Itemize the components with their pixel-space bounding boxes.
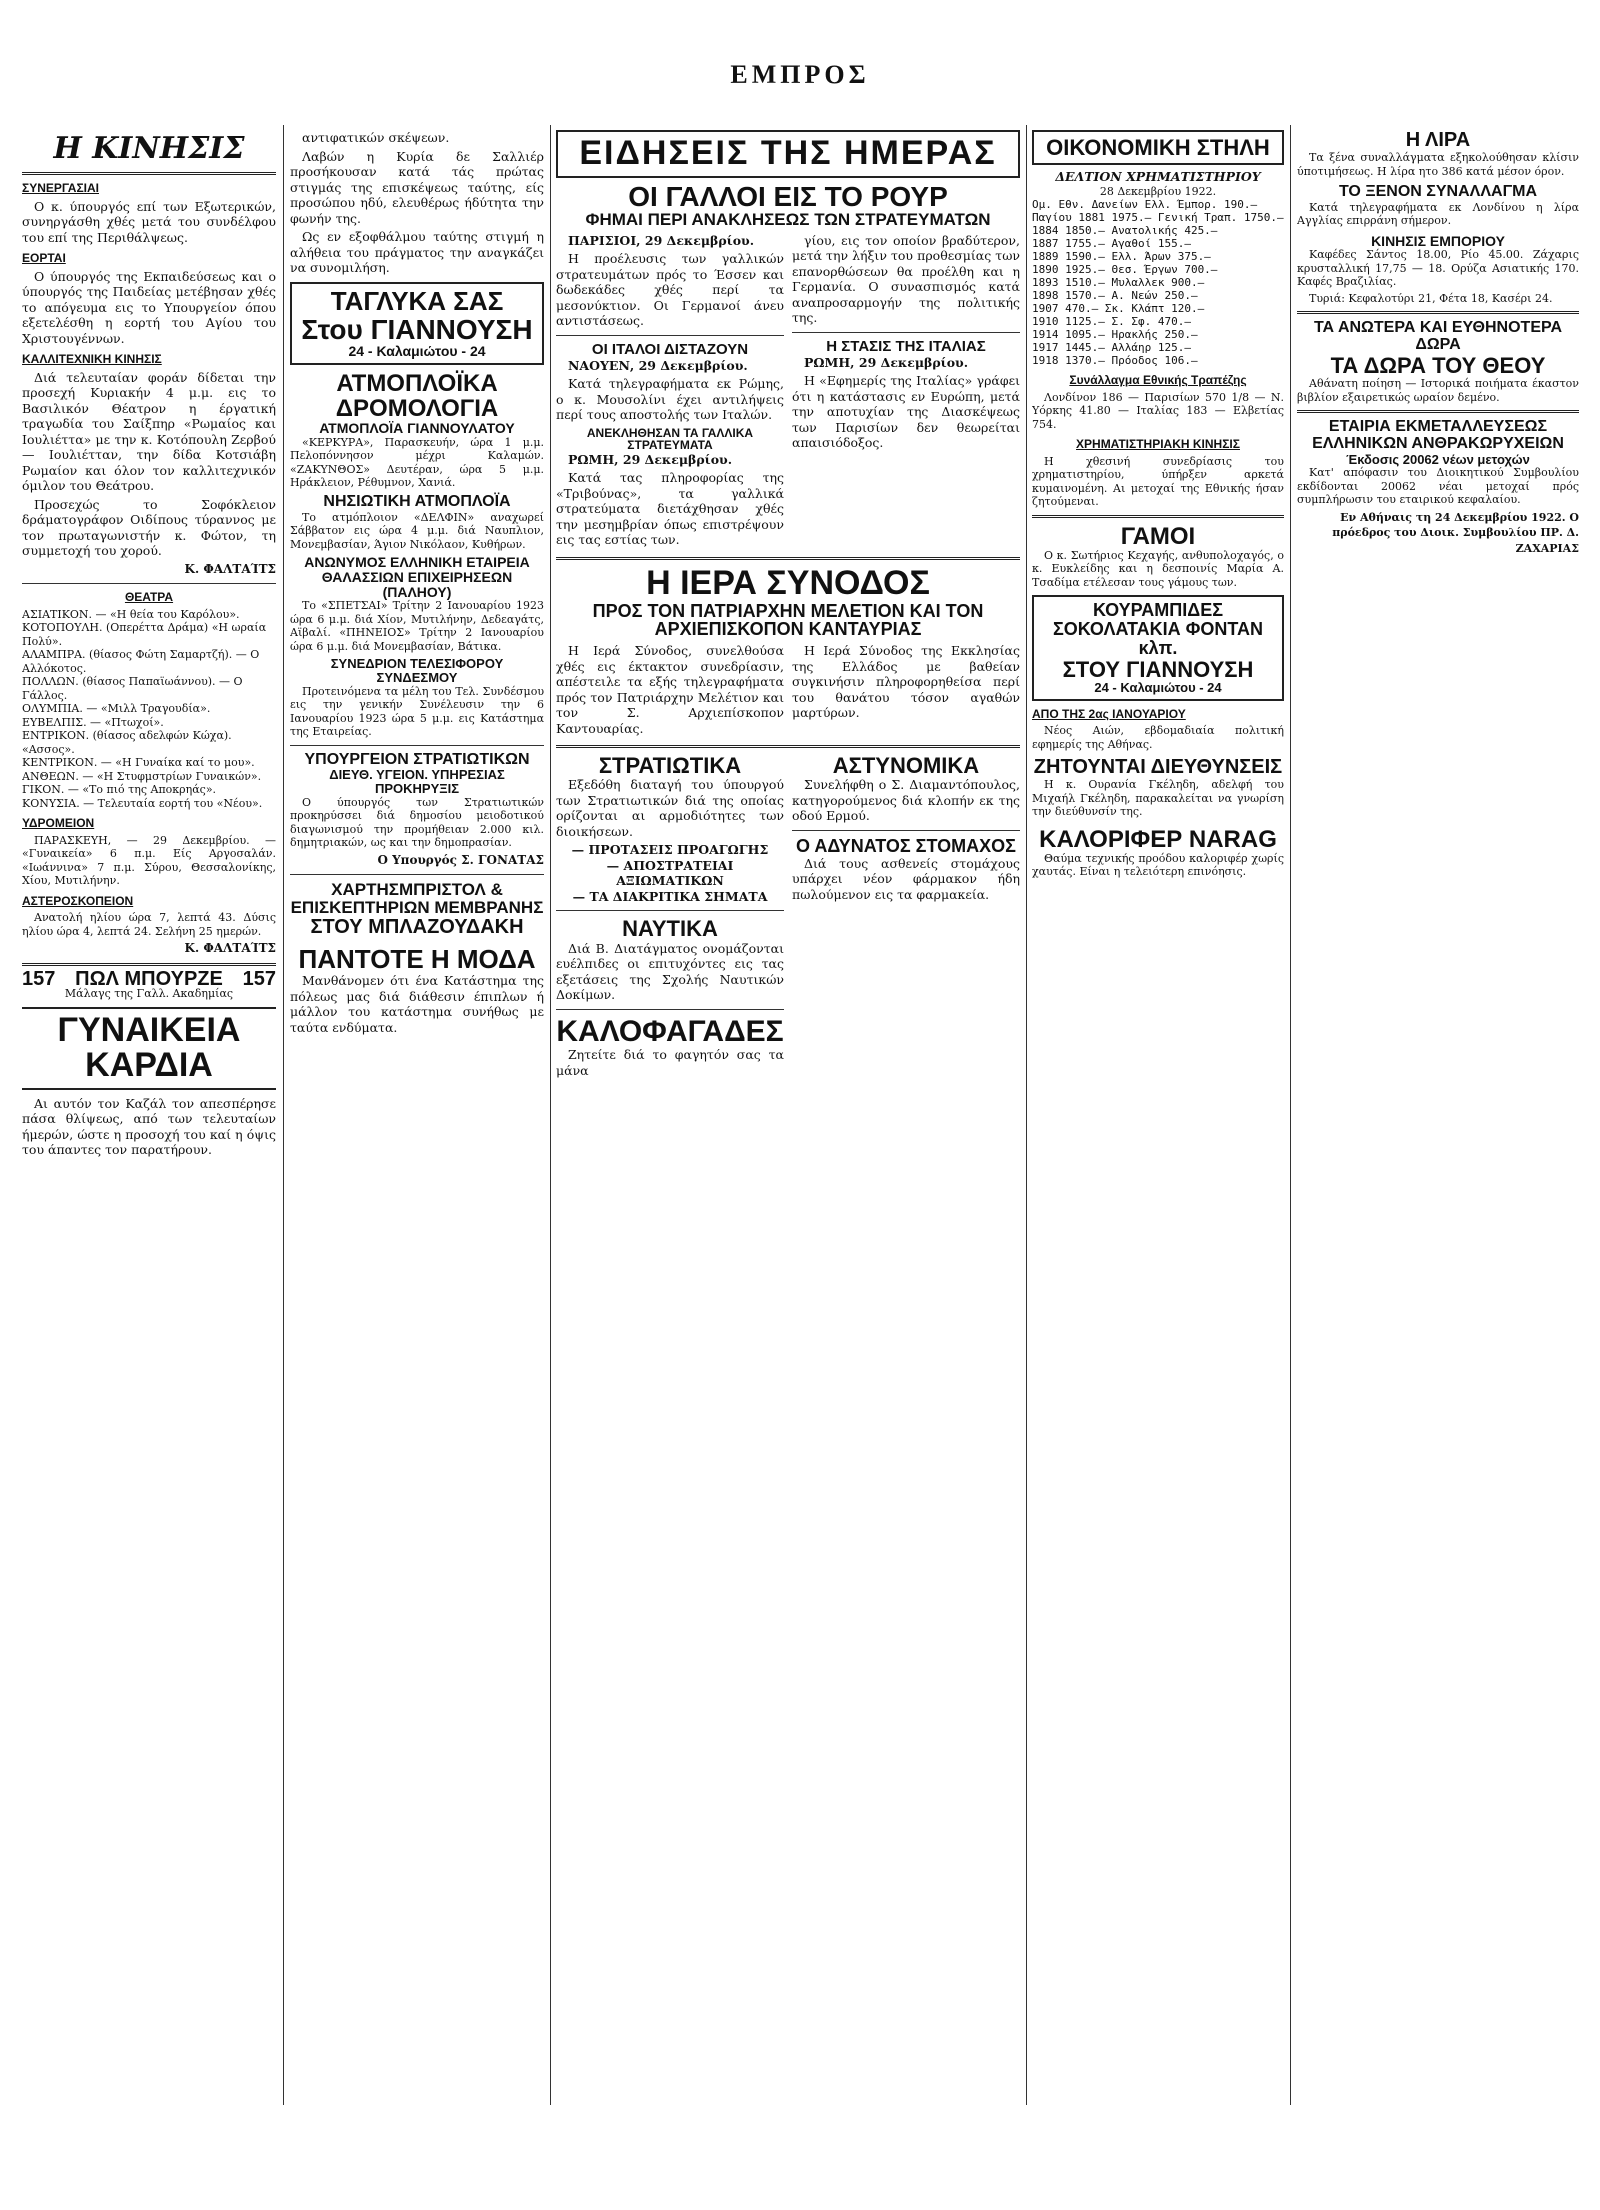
article-text: Η Ιερά Σύνοδος της Εκκλησίας της Ελλάδος με βαθείαν συγκινήσιν πληροφορηθείσα περί του θανάτου τόσον αγαθών μαρτύρων. bbox=[792, 643, 1020, 721]
serial-author: ΠΩΛ ΜΠΟΥΡΖΕ bbox=[75, 967, 223, 990]
column-ads bbox=[290, 130, 544, 2120]
theatre-item: ΑΣΙΑΤΙΚΟΝ. — «Η θεία του Καρόλου». bbox=[22, 607, 240, 621]
kinisis-title: Η ΚΙΝΗΣΙΣ bbox=[53, 131, 245, 166]
synod-title: Η ΙΕΡΑ ΣΥΝΟΔΟΣ bbox=[646, 563, 930, 602]
gifts-title: ΤΑ ΑΝΩΤΕΡΑ ΚΑΙ ΕΥΘΗΝΟΤΕΡΑ ΔΩΡΑ bbox=[1313, 319, 1563, 354]
column-economy bbox=[1032, 130, 1284, 2120]
article-text: Ανατολή ηλίου ώρα 7, λεπτά 43. Δύσις ηλίου ώρα 4, λεπτά 24. Σελήνη 25 ημερών. bbox=[22, 911, 276, 938]
serial-number: 157 bbox=[22, 967, 56, 990]
article-text: Προσεχώς το Σοφόκλειον δράματογράφον Οιδίπους τύραννος με τον πρωταγωνιστήν κ. Φώτον, τη συμμετοχή του χορού. bbox=[22, 496, 276, 558]
theatre-item: ΑΛΑΜΠΡΑ. (θίασος Φώτη Σαμαρτζή). — Ο Αλλόκοτος. bbox=[22, 648, 260, 675]
article-text: Λαβών η Κυρία δε Σαλλιέρ προσήκουσαν κατά τάς πρώτας στιγμάς της επισκέψεως ταύτης, είς προσώπου ηδύ, ελευθέρως ήδύτητα την φωνήν της. bbox=[290, 148, 544, 226]
section-heading: ΣΥΝΕΡΓΑΣΙΑΙ bbox=[22, 181, 99, 195]
ad-taglu bbox=[290, 282, 544, 365]
article-text: Ο κ. ύπουργός επί των Εξωτερικών, συνηργάσθη χθές μετά του συνδέλφου του επί της Περιθάλψεως. bbox=[22, 198, 276, 245]
article-text: ΠΑΡΑΣΚΕΥΗ, — 29 Δεκεμβρίου. — «Γυναικεία» 6 π.μ. Είς Αργοσαλάν. «Ιωάννινα» 7 π.μ. Σύρου, Θεσσαλονίκης, Χίου, Μυτιλήνην. bbox=[22, 833, 276, 887]
theatre-item: ΚΟΝΥΣΙΑ. — Τελευταία εορτή του «Νέου». bbox=[22, 796, 263, 810]
military-news-title: ΣΤΡΑΤΙΩΤΙΚΑ bbox=[598, 753, 742, 779]
article-text: Τυριά: Κεφαλοτύρι 21, Φέτα 18, Κασέρι 24. bbox=[1309, 291, 1553, 305]
article-text: Η κ. Ουρανία Γκέληδη, αδελφή του Μιχαήλ Γκέληδη, παρακαλείται να γνωρίση την διεύθυνσίν της. bbox=[1032, 778, 1284, 819]
article-text: Θαύμα τεχνικής προόδου καλοριφέρ χωρίς χαυτάς. Είναι η τελειότερη επινόησις. bbox=[1032, 851, 1284, 879]
economy-title: ΟΙΚΟΝΟΜΙΚΗ ΣΤΗΛΗ bbox=[1046, 135, 1270, 160]
table-row: 1890 1925.— Θεσ. Έργων 700.— bbox=[1032, 263, 1218, 277]
column-rule bbox=[1026, 125, 1027, 2105]
article-text: Κατά τας πληροφορίας της «Τριβούνας», τα γαλλικά στρατεύματα διετάχθησαν χθές την μεσημβρίαν όπως επιστρέψουν εις τας εστίας των. bbox=[556, 470, 784, 548]
theatres-heading: ΘΕΑΤΡΑ bbox=[124, 590, 174, 604]
article-text: Τα ξένα συναλλάγματα εξηκολούθησαν κλίσιν ύποτιμήσεως. Η λίρα ητο 386 κατά μέσον όρον. bbox=[1297, 151, 1579, 178]
article-text: Νέος Αιών, εβδομαδιαία πολιτική εφημερίς της Αθήνας. bbox=[1032, 724, 1284, 751]
dateline: ΠΑΡΙΣΙΟΙ, 29 Δεκεμβρίου. bbox=[568, 232, 755, 248]
article-text: Διά τελευταίαν φοράν δίδεται την προσεχή Κυριακήν 4 μ.μ. εις το Βασιλικόν Θέατρον η έργατική τραγωδία του Σαίξπηρ «Ρωμαίος και Ιουλιέττα» με την κ. Κοτόπουλη Ζερβού — Ιουλιέτταν, την δίδα Κοτσιάβη Ρωμαίον και όλον τον καλλιτεχνικόν όμιλον του Θεάτρου. bbox=[22, 369, 276, 493]
serial-header bbox=[22, 967, 276, 990]
article-text: αντιφατικών σκέψεων. bbox=[302, 130, 450, 145]
article-text: γίου, εις τον οποίον βραδύτερον, μετά την λήξιν του προθεσμίας των επανορθώσεων θα προέλθη και η Γερμανία. Ο συνασπισμός κατά αναπροσαρμογήν της πολιτικής της. bbox=[792, 232, 1020, 326]
signature: Εν Αθήναις τη 24 Δεκεμβρίου 1922. Ο πρόεδρος του Διοικ. Συμβουλίου ΠΡ. Δ. ΖΑΧΑΡΙΑΣ bbox=[1332, 510, 1579, 555]
table-row: 1918 1370.— Πρόοδος 106.— bbox=[1032, 354, 1198, 368]
ministry-subtitle: ΔΙΕΥΘ. ΥΓΕΙΟΝ. ΥΠΗΡΕΣΙΑΣ ΠΡΟΚΗΡΥΞΙΣ bbox=[329, 767, 505, 797]
article-text: Ο ύπουργός της Εκπαιδεύσεως και ο ύπουργός της Παιδείας μετέβησαν χθές το απόγευμα εις το Υπουργείον όπου εξετελέσθη η εορτή του Αγίου του Χριστουγέννων. bbox=[22, 268, 276, 346]
table-row: 1893 1510.— Μυλαλλεκ 900.— bbox=[1032, 276, 1205, 290]
serial-number: 157 bbox=[242, 967, 276, 990]
ad-title: ΚΟΥΡΑΜΠΙΔΕΣ ΣΟΚΟΛΑΤΑΚΙΑ ΦΟΝΤΑΝ κλπ. bbox=[1052, 600, 1264, 659]
article-text: Ζητείτε διά το φαγητόν σας τα μάνα bbox=[556, 1047, 784, 1078]
article-text: Ο ύπουργός των Στρατιωτικών προκηρύσσει διά δημοσίου μειοδοτικού διαγωνισμού την προμήθειαν 2.000 κιλ. δημητριακών, ως και την δημοπρασίαν. bbox=[290, 795, 544, 850]
exchange-bulletin-title: ΔΕΛΤΙΟΝ ΧΡΗΜΑΤΙΣΤΗΡΙΟΥ bbox=[1055, 169, 1261, 185]
wedding-title: ΓΑΜΟΙ bbox=[1120, 522, 1196, 550]
signature: Κ. ΦΑΛΤΑΊΤΣ bbox=[184, 561, 276, 576]
police-title: ΑΣΤΥΝΟΜΙΚΑ bbox=[832, 753, 980, 779]
shipping-title: ΑΤΜΟΠΛΟΪΚΑ ΔΡΟΜΟΛΟΓΙΑ bbox=[335, 369, 499, 423]
article-text: Προτεινόμενα τα μέλη του Τελ. Συνδέσμου εις την γενικήν Συνέλευσιν την 6 Ιανουαρίου 1923 ώρα 5 μ.μ. εις Κατάστημα της Εταιρείας. bbox=[290, 684, 544, 739]
article-text: Διά Β. Διατάγματος ονομάζονται ευέλπιδες οι επιτυχόντες εις τας εξετάσεις της Σχολής Ναυτικών Δοκίμων. bbox=[556, 940, 784, 1003]
dateline: ΝΑΟΥΕΝ, 29 Δεκεμβρίου. bbox=[568, 357, 748, 373]
table-row: 1889 1590.— Ελλ. Άρων 375.— bbox=[1032, 250, 1211, 264]
ad-title: ΤΑΓΛΥΚΑ ΣΑΣ bbox=[330, 285, 504, 316]
ad-chocolates bbox=[1032, 595, 1284, 700]
article-text: Η προέλευσις των γαλλικών στρατευμάτων πρός το Έσσεν και δωδεκάδες χθές περί τα μεσονύκτιον. Οι Γερμανοί άνευ αντιστάσεως. bbox=[556, 251, 784, 329]
coal-company-title: ΕΤΑΙΡΙΑ ΕΚΜΕΤΑΛΛΕΥΣΕΩΣ ΕΛΛΗΝΙΚΩΝ ΑΝΘΡΑΚΩΡΥΧΕΙΩΝ bbox=[1312, 418, 1564, 452]
table-row: Παγίου 1881 1975.— Γενική Τραπ. 1750.— bbox=[1032, 211, 1284, 225]
company-title: ΑΝΩΝΥΜΟΣ ΕΛΛΗΝΙΚΗ ΕΤΑΙΡΕΙΑ ΘΑΛΑΣΣΙΩΝ ΕΠΙΧΕΙΡΗΣΕΩΝ (ΠΑΛΗΟΥ) bbox=[304, 554, 530, 600]
column-rule bbox=[1290, 125, 1291, 2105]
economy-banner-box bbox=[1032, 130, 1284, 165]
foreign-exchange-title: ΤΟ ΞΕΝΟΝ ΣΥΝΑΛΛΑΓΜΑ bbox=[1338, 183, 1538, 200]
ad-address: 24 - Καλαμιώτου - 24 bbox=[1094, 680, 1222, 696]
article-text: Το «ΣΠΕΤΣΑΙ» Τρίτην 2 Ιανουαρίου 1923 ώρα 6 μ.μ. διά Χίον, Μυτιλήνην, Δεδεαγάτς, Αϊβαλί. «ΠΗΝΕΙΟΣ» Τρίτην 2 Ιανουαρίου ώρα 6 μ.μ. διά Μονεμβασίαν, Βάτικα. bbox=[290, 599, 544, 653]
section-heading: ΚΑΛΛΙΤΕΧΝΙΚΗ ΚΙΝΗΣΙΣ bbox=[22, 352, 162, 366]
naval-title: ΝΑΥΤΙΚΑ bbox=[622, 916, 718, 942]
article-text: Αθάνατη ποίηση — Ιστορικά ποιήματα έκαστον βιβλίον εξαιρετικώς ωραίον δεμένο. bbox=[1297, 377, 1579, 404]
article-text: Η Ιερά Σύνοδος, συνελθούσα χθές εις έκτακτον συνεδρίασιν, απέστειλε τα εξής τηλεγραφήματα πρός τον Πατριάρχην Μελέτιον και τον Σ. Αρχιεπίσκοπον Καντουαρίας. bbox=[556, 643, 784, 736]
headline: ΑΝΕΚΛΗΘΗΣΑΝ ΤΑ ΓΑΛΛΙΚΑ ΣΤΡΑΤΕΥΜΑΤΑ bbox=[586, 425, 754, 453]
signature: Ο Υπουργός Σ. ΓΟΝΑΤΑΣ bbox=[377, 852, 544, 867]
theatres-list bbox=[22, 608, 276, 811]
article-text: Συνελήφθη ο Σ. Διαμαντόπουλος, κατηγορούμενος διά κλοπήν εκ της οδού Ερμού. bbox=[792, 777, 1020, 824]
theatre-item: ΕΝΤΡΙΚΟΝ. (θίασος αδελφών Κώχα). «Ασσος». bbox=[22, 729, 232, 756]
paper-ad-title: ΧΑΡΤΗΣΜΠΡΙΣΤΟΛ & ΕΠΙΣΚΕΠΤΗΡΙΩΝ ΜΕΜΒΡΑΝΗΣ bbox=[290, 880, 544, 917]
narag-title: ΚΑΛΟΡΙΦΕΡ NARAG bbox=[1039, 825, 1277, 853]
stomach-title: Ο ΑΔΥΝΑΤΟΣ ΣΤΟΜΑΧΟΣ bbox=[796, 835, 1016, 856]
ad-subtitle: Στου ΓΙΑΝΝΟΥΣΗ bbox=[301, 313, 533, 345]
column-finance-2 bbox=[1297, 130, 1579, 2120]
headline: ΟΙ ΙΤΑΛΟΙ ΔΙΣΤΑΖΟΥΝ bbox=[591, 340, 749, 358]
headline-sub: ΦΗΜΑΙ ΠΕΡΙ ΑΝΑΚΛΗΣΕΩΣ ΤΩΝ ΣΤΡΑΤΕΥΜΑΤΩΝ bbox=[585, 210, 991, 230]
section-heading: — ΑΠΟΣΤΡΑΤΕΙΑΙ ΑΞΙΩΜΑΤΙΚΩΝ bbox=[606, 857, 734, 889]
theatre-item: ΚΕΝΤΡΙΚΟΝ. — «Η Γυναίκα καί το μου». bbox=[22, 756, 255, 769]
serial-subtitle: Μάλαγς της Γαλλ. Ακαδημίας bbox=[64, 987, 234, 1000]
article-text: Κατά τηλεγραφήματα εκ Ρώμης, ο κ. Μουσολίνι έχει αντιλήψεις περί τους αποστολής των Ιταλών. bbox=[556, 376, 784, 423]
table-row: 1917 1445.— Αλλάηρ 125.— bbox=[1032, 341, 1191, 355]
table-row: 1898 1570.— Α. Νεών 250.— bbox=[1032, 289, 1198, 303]
ministry-title: ΥΠΟΥΡΓΕΙΟΝ ΣΤΡΑΤΙΩΤΙΚΩΝ bbox=[304, 750, 530, 768]
section-heading: ΧΡΗΜΑΤΙΣΤΗΡΙΑΚΗ ΚΙΝΗΣΙΣ bbox=[1076, 437, 1240, 452]
table-row: 1887 1755.— Αγαθοί 155.— bbox=[1032, 237, 1191, 251]
ad-address: 24 - Καλαμιώτου - 24 bbox=[348, 343, 486, 360]
column-rule bbox=[550, 125, 551, 2105]
serial-text: Αι αυτόν τον Καζάλ τον απεσπέρησε πάσα θλίψεως, από των τελευταίων ήμερών, ώστε η προσοχή του καί η όψις του άπαντες τον παρατήρουν. bbox=[22, 1095, 276, 1158]
shipping-subtitle: ΑΤΜΟΠΛΟΪΑ ΓΙΑΝΝΟΥΛΑΤΟΥ bbox=[319, 420, 515, 437]
table-row: 1910 1125.— Σ. Σφ. 470.— bbox=[1032, 315, 1191, 329]
addresses-title: ΖΗΤΟΥΝΤΑΙ ΔΙΕΥΘΥΝΣΕΙΣ bbox=[1033, 756, 1283, 779]
news-subcolumns bbox=[556, 233, 1020, 551]
serial-title: ΓΥΝΑΙΚΕΙΑ ΚΑΡΔΙΑ bbox=[22, 1007, 276, 1090]
dateline: ΡΩΜΗ, 29 Δεκεμβρίου. bbox=[568, 451, 733, 467]
kalofagades-title: ΚΑΛΟΦΑΓΑΔΕΣ bbox=[556, 1014, 784, 1048]
article-text: Ως εν εξοφθάλμου ταύτης στιγμή η αλήθεια του πράγματος την αναγκάζει να συνομιλήση. bbox=[290, 229, 544, 275]
article-text: Εξεδόθη διαταγή του ύπουργού των Στρατιωτικών διά της οποίας ορίζονται αι αρμοδιότητες των διοικήσεων. bbox=[556, 777, 784, 839]
ad-subtitle: ΣΤΟΥ ΓΙΑΝΝΟΥΣΗ bbox=[1062, 656, 1254, 682]
headline: Η ΣΤΑΣΙΣ ΤΗΣ ΙΤΑΛΙΑΣ bbox=[826, 337, 986, 355]
section-heading: ΣΥΝΕΔΡΙΟΝ ΤΕΛΕΣΙΦΟΡΟΥ ΣΥΝΔΕΣΜΟΥ bbox=[330, 656, 504, 685]
coal-company-subtitle: Έκδοσις 20062 νέων μετοχών bbox=[1346, 451, 1530, 467]
article-text: Μανθάνομεν ότι ένα Κατάστημα της πόλεως μας διά διάθεσιν έπιπλων ή μάλλον του κατάστημα συνήθως με ταύτα ενδύματα. bbox=[290, 973, 544, 1035]
article-text: Διά τους ασθενείς στομάχους υπάρχει νέον φάρμακον ήδη πωλούμενον εις τα φαρμακεία. bbox=[792, 855, 1020, 902]
theatre-item: ΚΟΤΟΠΟΥΛΗ. (Οπερέττα Δράμα) «Η ωραία Πολύ». bbox=[22, 621, 267, 648]
section-heading: — ΤΑ ΔΙΑΚΡΙΤΙΚΑ ΣΗΜΑΤΑ bbox=[572, 888, 768, 904]
theatre-item: ΕΥΒΕΛΠΙΣ. — «Πτωχοί». bbox=[22, 715, 164, 729]
section-heading: ΑΠΟ ΤΗΣ 2ας ΙΑΝΟΥΑΡΙΟΥ bbox=[1032, 706, 1186, 721]
article-text: Καφέδες Σάντος 18.00, Ρίο 45.00. Ζάχαρις κρυσταλλική 17,75 — 18. Ορύζα Ασιατικής 170. Καφές Βραζιλίας. bbox=[1297, 248, 1579, 289]
theatre-item: ΓΙΚΟΝ. — «Το πιό της Αποκρηάς». bbox=[22, 783, 217, 796]
theatre-item: ΠΟΛΛΩΝ. (θίασος Παπαϊωάννου). — Ο Γάλλος. bbox=[22, 675, 243, 702]
news-section bbox=[556, 130, 1020, 2120]
article-text: Κατ' απόφασιν του Διοικητικού Συμβουλίου εκδίδονται 20062 νέαι μετοχαί πρός συμπλήρωσιν του εταιρικού κεφαλαίου. bbox=[1297, 466, 1579, 507]
article-text: «ΚΕΡΚΥΡΑ», Παρασκευήν, ώρα 1 μ.μ. Πελοπόννησον μέχρι Καλαμών. «ΖΑΚΥΝΘΟΣ» Δευτέραν, ώρα 5 μ.μ. Ηράκλειον, Ρέθυμνον, Χανιά. bbox=[290, 435, 544, 490]
column-rule bbox=[283, 125, 284, 2105]
synod-subtitle: ΠΡΟΣ ΤΟΝ ΠΑΤΡΙΑΡΧΗΝ ΜΕΛΕΤΙΟΝ ΚΑΙ ΤΟΝ ΑΡΧΙΕΠΙΣΚΟΠΟΝ ΚΑΝΤΑΥΡΙΑΣ bbox=[592, 600, 984, 640]
news-banner: ΕΙΔΗΣΕΙΣ ΤΗΣ ΗΜΕΡΑΣ bbox=[579, 134, 997, 172]
article-text: Η χθεσινή συνεδρίασις του χρηματιστηρίου, ύπήρξεν αρκετά κυμαινομένη. Αι μετοχαί της Εθνικής ήσαν ζητούμεναι. bbox=[1032, 454, 1284, 509]
signature: Κ. ΦΑΛΤΑΊΤΣ bbox=[184, 941, 276, 955]
dateline: ΡΩΜΗ, 29 Δεκεμβρίου. bbox=[804, 354, 969, 370]
paper-ad-subtitle: ΣΤΟΥ ΜΠΛΑΖΟΥΔΑΚΗ bbox=[310, 915, 524, 938]
table-row: 1907 470.— Σκ. Κλάπτ 120.— bbox=[1032, 302, 1205, 316]
section-heading: Συνάλλαγμα Εθνικής Τραπέζης bbox=[1069, 373, 1247, 388]
column-kinisis bbox=[22, 130, 276, 2120]
table-row: 1884 1850.— Ανατολικής 425.— bbox=[1032, 224, 1218, 238]
masthead: ΕΜΠΡΟΣ bbox=[730, 60, 870, 89]
island-title: ΝΗΣΙΩΤΙΚΗ ΑΤΜΟΠΛΟΪΑ bbox=[323, 492, 511, 510]
headline: ΟΙ ΓΑΛΛΟΙ ΕΙΣ ΤΟ ΡΟΥΡ bbox=[628, 180, 948, 212]
gifts-subtitle: ΤΑ ΔΩΡΑ ΤΟΥ ΘΕΟΥ bbox=[1330, 353, 1546, 379]
table-row: 1914 1095.— Ηρακλής 250.— bbox=[1032, 328, 1198, 342]
section-heading: ΑΣΤΕΡΟΣΚΟΠΕΙΟΝ bbox=[22, 893, 134, 908]
article-text: Ο κ. Σωτήριος Κεχαγής, ανθυπολοχαγός, ο κ. Ευκλείδης και η δεσποινίς Μαρία Α. Τσαδίμα ετέλεσαν τους γάμους των. bbox=[1032, 548, 1284, 589]
theatre-item: ΟΛΥΜΠΙΑ. — «Μιλλ Τραγουδία». bbox=[22, 702, 211, 715]
article-text: Κατά τηλεγραφήματα εκ Λονδίνου η λίρα Αγγλίας επιρράνη σήμερον. bbox=[1297, 200, 1579, 228]
section-heading: ΕΟΡΤΑΙ bbox=[22, 251, 66, 265]
bulletin-date: 28 Δεκεμβρίου 1922. bbox=[1099, 184, 1217, 198]
theatre-item: ΑΝΘΕΩΝ. — «Η Στυφμστρίων Γυναικών». bbox=[22, 769, 262, 783]
market-title: ΚΙΝΗΣΙΣ ΕΜΠΟΡΙΟΥ bbox=[1371, 232, 1505, 249]
article-text: Λονδίνον 186 — Παρισίων 570 1/8 — Ν. Υόρκης 41.80 — Ιταλίας 183 — Ελβετίας 754. bbox=[1032, 390, 1284, 431]
table-row: Ομ. Εθν. Δανείων Ελλ. Έμπορ. 190.— bbox=[1032, 198, 1258, 212]
news-banner-box bbox=[556, 130, 1020, 178]
article-text: Η «Εφημερίς της Ιταλίας» γράφει ότι η κατάστασις εν Ευρώπη, μετά την αποτυχίαν της Διασκέψεως των Παρισίων δεν θεωρείται απαισιόδοξος. bbox=[792, 373, 1020, 451]
stock-table bbox=[1032, 198, 1284, 367]
section-heading: — ΠΡΟΤΑΣΕΙΣ ΠΡΟΑΓΩΓΗΣ bbox=[571, 842, 769, 858]
article-text: Το ατμόπλοιον «ΔΕΛΦΙΝ» αναχωρεί Σάββατον εις ώρα 4 μ.μ. διά Ναυπλιον, Μονεμβασίαν, Άγιον Νικόλαον, Κυθήρων. bbox=[290, 510, 544, 551]
lira-title: Η ΛΙΡΑ bbox=[1405, 130, 1471, 151]
section-heading: ΥΔΡΟΜΕΙΟΝ bbox=[22, 816, 95, 830]
fashion-title: ΠΑΝΤΟΤΕ Η ΜΟΔΑ bbox=[298, 943, 536, 974]
